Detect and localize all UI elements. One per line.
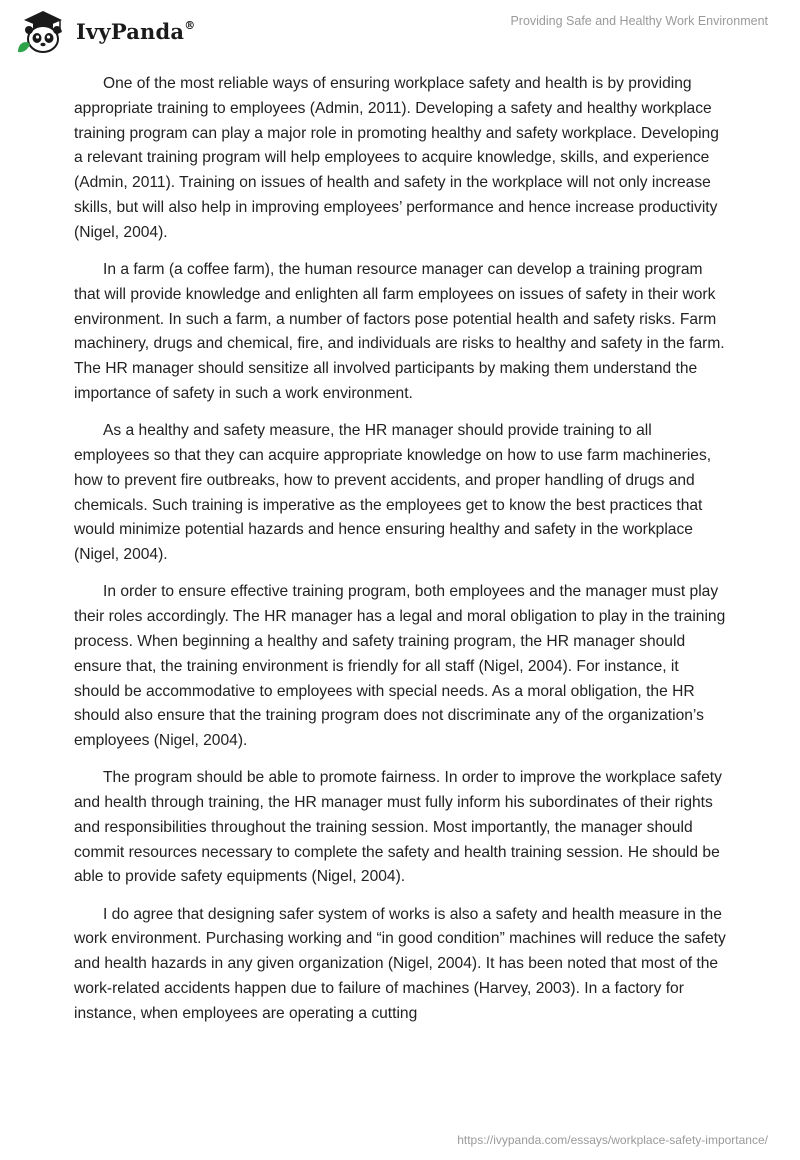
paragraph: In a farm (a coffee farm), the human resource manager can develop a training program that will provide knowledge and enlighten all farm employees on issues of safety in their work environment. In such a farm, a number of factors pose potential health and safety risks. Farm machinery, drugs and chemical, fire, and individuals are risks to healthy and safety in the farm. The HR manager should sensitize all involved participants by making them understand the importance of safety in such a work environment. xyxy=(74,260,725,402)
paragraph: One of the most reliable ways of ensuring workplace safety and health is by providing appropriate training to employees (Admin, 2011). Developing a safety and healthy workplace training program can play a major role in promoting healthy and safety workplace. Developing a relevant training program will help employees to acquire knowledge, skills, and experience (Admin, 2011). Training on issues of health and safety in the workplace will not only increase skills, but will also help in improving employees’ performance and hence increase productivity (Nigel, 2004). xyxy=(74,75,719,241)
registered-mark: ® xyxy=(184,18,196,32)
page-header xyxy=(0,0,800,60)
paragraph: In order to ensure effective training program, both employees and the manager must play their roles accordingly. The HR manager has a legal and moral obligation to play in the training process. When beginning a healthy and safety training program, the HR manager should ensure that, the training environment is friendly for all staff (Nigel, 2004). For instance, it should be accommodative to employees with special needs. As a moral obligation, the HR should also ensure that the training program does not discriminate any of the organization’s employees (Nigel, 2004). xyxy=(74,583,726,750)
ivypanda-logo[interactable] xyxy=(14,8,204,54)
source-url-link[interactable]: https://ivypanda.com/essays/workplace-safety-importance/ xyxy=(457,1133,768,1147)
paragraph: I do agree that designing safer system of works is also a safety and health measure in the work environment. Purchasing working and “in good condition” machines will reduce the safety and health hazards in any given organization (Nigel, 2004). It has been noted that most of the work-related accidents happen due to failure of machines (Harvey, 2003). In a factory for instance, when employees are operating a cutting xyxy=(74,905,726,1022)
paragraph: The program should be able to promote fairness. In order to improve the workplace safety and health through training, the HR manager must fully inform his subordinates of their rights and responsibilities throughout the training session. Most importantly, the manager should commit resources necessary to complete the safety and health training session. He should be able to provide safety equipments (Nigel, 2004). xyxy=(74,769,722,886)
panda-graduate-icon xyxy=(14,8,72,54)
essay-body xyxy=(74,72,726,1039)
paragraph: As a healthy and safety measure, the HR manager should provide training to all employees so that they can acquire appropriate knowledge on how to use farm machineries, how to prevent fire outbreaks, how to prevent accidents, and proper handling of drugs and chemicals. Such training is imperative as the employees get to know the best practices that would minimize potential hazards and hence ensuring healthy and safety in the workplace (Nigel, 2004). xyxy=(74,422,712,564)
brand-name: IvyPanda® xyxy=(76,18,196,44)
running-title: Providing Safe and Healthy Work Environment xyxy=(510,14,768,28)
